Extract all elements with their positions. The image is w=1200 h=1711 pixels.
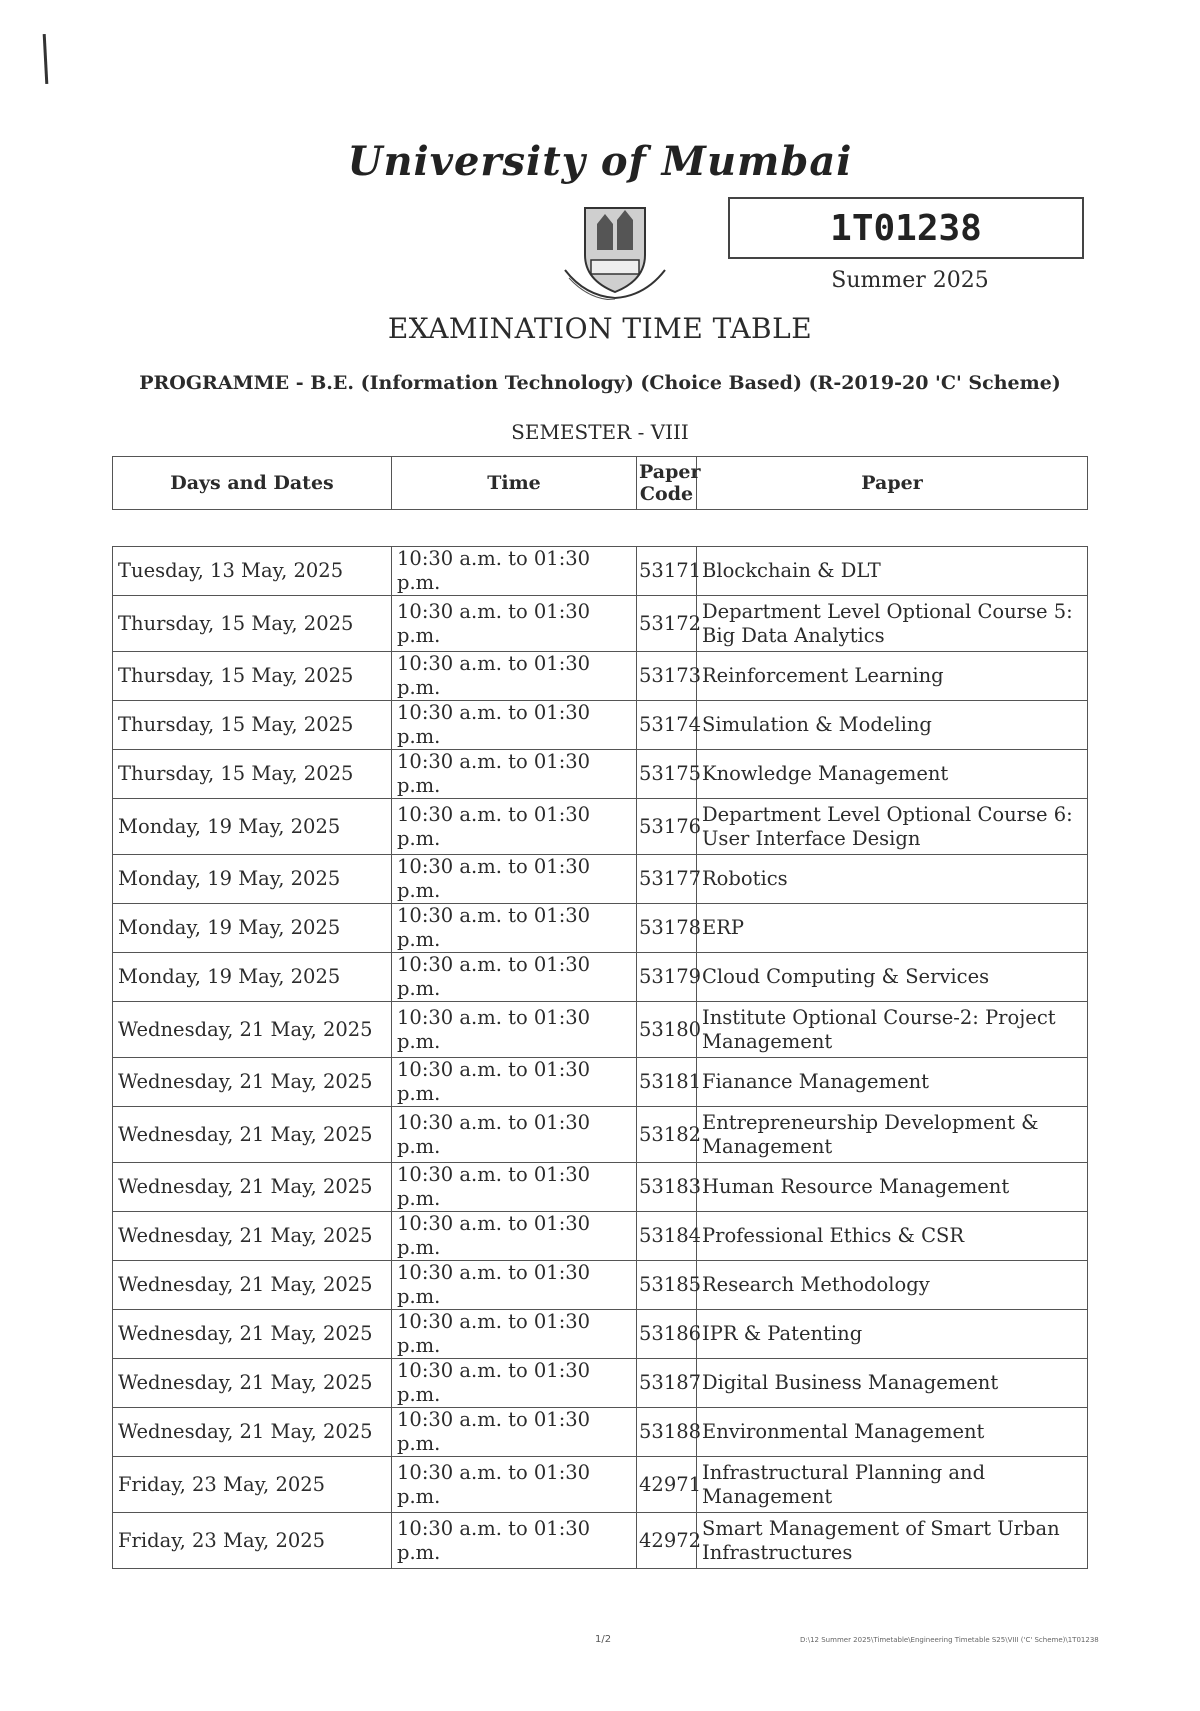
cell-date: Monday, 19 May, 2025	[113, 904, 392, 953]
cell-date: Wednesday, 21 May, 2025	[113, 1359, 392, 1408]
cell-time: 10:30 a.m. to 01:30 p.m.	[392, 904, 637, 953]
cell-time: 10:30 a.m. to 01:30 p.m.	[392, 1261, 637, 1310]
cell-paper: Knowledge Management	[697, 750, 1088, 799]
cell-date: Monday, 19 May, 2025	[113, 799, 392, 855]
cell-paper-code: 53174	[637, 701, 697, 750]
cell-paper-code: 53186	[637, 1310, 697, 1359]
university-name: University of Mumbai	[347, 138, 853, 185]
cell-time: 10:30 a.m. to 01:30 p.m.	[392, 1107, 637, 1163]
header-time: Time	[392, 457, 637, 510]
cell-paper-code: 53179	[637, 953, 697, 1002]
semester-label: SEMESTER - VIII	[511, 420, 689, 444]
cell-date: Wednesday, 21 May, 2025	[113, 1058, 392, 1107]
cell-time: 10:30 a.m. to 01:30 p.m.	[392, 1163, 637, 1212]
cell-paper-code: 53171	[637, 547, 697, 596]
cell-paper: Environmental Management	[697, 1408, 1088, 1457]
cell-paper: Reinforcement Learning	[697, 652, 1088, 701]
table-row	[113, 953, 1088, 1002]
table-row	[113, 1261, 1088, 1310]
cell-time: 10:30 a.m. to 01:30 p.m.	[392, 750, 637, 799]
cell-paper: Department Level Optional Course 6: User Interface Design	[697, 799, 1088, 855]
cell-time: 10:30 a.m. to 01:30 p.m.	[392, 1359, 637, 1408]
cell-time: 10:30 a.m. to 01:30 p.m.	[392, 855, 637, 904]
table-row	[113, 1058, 1088, 1107]
cell-time: 10:30 a.m. to 01:30 p.m.	[392, 547, 637, 596]
cell-date: Tuesday, 13 May, 2025	[113, 547, 392, 596]
cell-time: 10:30 a.m. to 01:30 p.m.	[392, 1408, 637, 1457]
table-row	[113, 1513, 1088, 1569]
table-row	[113, 1212, 1088, 1261]
cell-paper-code: 53182	[637, 1107, 697, 1163]
cell-time: 10:30 a.m. to 01:30 p.m.	[392, 1457, 637, 1513]
cell-paper-code: 53175	[637, 750, 697, 799]
page-number: 1/2	[595, 1634, 612, 1645]
cell-paper: Human Resource Management	[697, 1163, 1088, 1212]
cell-time: 10:30 a.m. to 01:30 p.m.	[392, 701, 637, 750]
cell-paper: Digital Business Management	[697, 1359, 1088, 1408]
table-row	[113, 1107, 1088, 1163]
programme-title: PROGRAMME - B.E. (Information Technology) (Choice Based) (R-2019-20 'C' Scheme)	[139, 372, 1061, 394]
cell-paper-code: 42971	[637, 1457, 697, 1513]
cell-paper: ERP	[697, 904, 1088, 953]
cell-paper: Professional Ethics & CSR	[697, 1212, 1088, 1261]
cell-paper: Infrastructural Planning and Management	[697, 1457, 1088, 1513]
file-path: D:\12 Summer 2025\Timetable\Engineering Timetable S25\VIII ('C' Scheme)\1T01238	[800, 1636, 1099, 1644]
cell-paper-code: 42972	[637, 1513, 697, 1569]
header-paper: Paper	[697, 457, 1088, 510]
table-row	[113, 1163, 1088, 1212]
header-days-dates: Days and Dates	[113, 457, 392, 510]
cell-paper-code: 53176	[637, 799, 697, 855]
cell-time: 10:30 a.m. to 01:30 p.m.	[392, 652, 637, 701]
cell-date: Friday, 23 May, 2025	[113, 1457, 392, 1513]
header-paper-code: Paper Code	[637, 457, 697, 510]
cell-paper: Blockchain & DLT	[697, 547, 1088, 596]
cell-date: Wednesday, 21 May, 2025	[113, 1163, 392, 1212]
cell-paper-code: 53187	[637, 1359, 697, 1408]
table-row	[113, 1359, 1088, 1408]
cell-date: Wednesday, 21 May, 2025	[113, 1261, 392, 1310]
cell-time: 10:30 a.m. to 01:30 p.m.	[392, 596, 637, 652]
cell-date: Wednesday, 21 May, 2025	[113, 1212, 392, 1261]
cell-date: Wednesday, 21 May, 2025	[113, 1002, 392, 1058]
cell-date: Wednesday, 21 May, 2025	[113, 1310, 392, 1359]
session-label: Summer 2025	[831, 268, 989, 293]
cell-paper: Entrepreneurship Development & Management	[697, 1107, 1088, 1163]
cell-paper-code: 53172	[637, 596, 697, 652]
pen-mark	[43, 34, 49, 84]
cell-paper: Cloud Computing & Services	[697, 953, 1088, 1002]
cell-paper-code: 53180	[637, 1002, 697, 1058]
table-row	[113, 1408, 1088, 1457]
university-crest-icon	[555, 200, 675, 300]
cell-time: 10:30 a.m. to 01:30 p.m.	[392, 1310, 637, 1359]
timetable	[112, 546, 1088, 1569]
table-row	[113, 1310, 1088, 1359]
table-row	[113, 701, 1088, 750]
cell-paper-code: 53188	[637, 1408, 697, 1457]
cell-paper: IPR & Patenting	[697, 1310, 1088, 1359]
table-row	[113, 904, 1088, 953]
cell-paper-code: 53184	[637, 1212, 697, 1261]
cell-paper-code: 53185	[637, 1261, 697, 1310]
cell-time: 10:30 a.m. to 01:30 p.m.	[392, 1058, 637, 1107]
table-row	[113, 596, 1088, 652]
cell-date: Wednesday, 21 May, 2025	[113, 1107, 392, 1163]
table-row	[113, 855, 1088, 904]
cell-paper: Research Methodology	[697, 1261, 1088, 1310]
table-row	[113, 799, 1088, 855]
cell-paper-code: 53178	[637, 904, 697, 953]
cell-paper: Robotics	[697, 855, 1088, 904]
cell-time: 10:30 a.m. to 01:30 p.m.	[392, 1212, 637, 1261]
cell-time: 10:30 a.m. to 01:30 p.m.	[392, 953, 637, 1002]
table-row	[113, 652, 1088, 701]
cell-paper-code: 53177	[637, 855, 697, 904]
cell-paper: Smart Management of Smart Urban Infrastructures	[697, 1513, 1088, 1569]
document-code: 1T01238	[728, 197, 1084, 259]
cell-date: Thursday, 15 May, 2025	[113, 750, 392, 799]
cell-date: Thursday, 15 May, 2025	[113, 652, 392, 701]
cell-paper: Department Level Optional Course 5: Big Data Analytics	[697, 596, 1088, 652]
cell-paper-code: 53181	[637, 1058, 697, 1107]
cell-time: 10:30 a.m. to 01:30 p.m.	[392, 1002, 637, 1058]
cell-paper-code: 53173	[637, 652, 697, 701]
cell-date: Monday, 19 May, 2025	[113, 953, 392, 1002]
cell-date: Thursday, 15 May, 2025	[113, 701, 392, 750]
cell-date: Wednesday, 21 May, 2025	[113, 1408, 392, 1457]
table-row	[113, 1002, 1088, 1058]
cell-time: 10:30 a.m. to 01:30 p.m.	[392, 1513, 637, 1569]
table-row	[113, 1457, 1088, 1513]
cell-date: Monday, 19 May, 2025	[113, 855, 392, 904]
cell-date: Friday, 23 May, 2025	[113, 1513, 392, 1569]
cell-time: 10:30 a.m. to 01:30 p.m.	[392, 799, 637, 855]
cell-paper: Institute Optional Course-2: Project Management	[697, 1002, 1088, 1058]
table-row	[113, 547, 1088, 596]
cell-paper: Simulation & Modeling	[697, 701, 1088, 750]
exam-title: EXAMINATION TIME TABLE	[387, 312, 813, 345]
table-row	[113, 750, 1088, 799]
cell-paper-code: 53183	[637, 1163, 697, 1212]
table-header	[112, 456, 1088, 510]
cell-date: Thursday, 15 May, 2025	[113, 596, 392, 652]
cell-paper: Fianance Management	[697, 1058, 1088, 1107]
